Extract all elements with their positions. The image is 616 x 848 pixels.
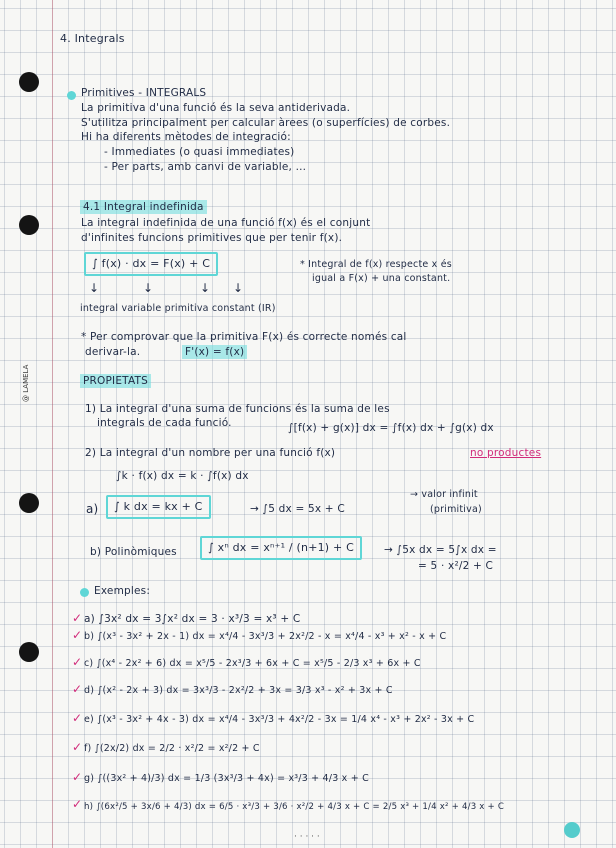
section-heading: 4.1 Integral indefinida [80, 200, 207, 214]
examples-heading: Exemples: [94, 585, 151, 597]
checkmark-icon: ✓ [72, 770, 83, 784]
formula-note-2: igual a F(x) + una constant. [312, 273, 451, 284]
brand-logo-icon [564, 822, 580, 838]
properties-heading: PROPIETATS [80, 374, 151, 388]
definition-line-1: La integral indefinida de una funció f(x) és el conjunt [81, 217, 371, 229]
checkmark-icon: ✓ [72, 628, 83, 642]
property-1-line-2: integrals de cada funció. [97, 417, 232, 429]
formula-note-1: * Integral de f(x) respecte x és [300, 259, 452, 270]
example-item: a) ∫3x² dx = 3∫x² dx = 3 · x³/3 = x³ + C [84, 613, 301, 625]
down-arrow-icon: ↓ [89, 281, 100, 295]
property-2-line: 2) La integral d'un nombre per una funció f(x) [85, 447, 336, 459]
page-title: 4. Integrals [60, 32, 125, 45]
example-item: h) ∫(6x²/5 + 3x/6 + 4/3) dx = 6/5 · x³/3 + 3/6 · x²/2 + 4/3 x + C = 2/5 x³ + 1/4 x² + 4/3 x + C [84, 802, 505, 812]
constant-note-1: → valor infinit [410, 489, 478, 500]
check-line-1: * Per comprovar que la primitiva F(x) és correcte només cal [81, 331, 407, 343]
intro-line-1: La primitiva d'una funció és la seva antiderivada. [81, 102, 351, 114]
checkmark-icon: ✓ [72, 611, 83, 625]
checkmark-icon: ✓ [72, 655, 83, 669]
down-arrow-icon: ↓ [200, 281, 211, 295]
sum-rule-formula: ∫[f(x) + g(x)] dx = ∫f(x) dx + ∫g(x) dx [288, 422, 494, 434]
cyan-bullet-icon [80, 588, 89, 597]
checkmark-icon: ✓ [72, 711, 83, 725]
formula-part-labels: integral variable primitiva constant (IR) [80, 303, 276, 314]
intro-bullet-2: - Per parts, amb canvi de variable, ... [104, 161, 307, 173]
intro-line-3: Hi ha diferents mètodes de integració: [81, 131, 291, 143]
example-item: g) ∫((3x² + 4)/3) dx = 1/3 (3x³/3 + 4x) = x³/3 + 4/3 x + C [84, 773, 369, 784]
binder-hole [19, 642, 39, 662]
example-item: e) ∫(x³ - 3x² + 4x - 3) dx = x⁴/4 - 3x³/3 + 4x²/2 - 3x = 1/4 x⁴ - x³ + 2x² - 3x + C [84, 714, 475, 725]
property-1-line-1: 1) La integral d'una suma de funcions és la suma de les [85, 403, 390, 415]
binder-hole [19, 493, 39, 513]
binder-hole [19, 72, 39, 92]
cyan-bullet-icon [67, 91, 76, 100]
power-rule-example-2: = 5 · x²/2 + C [418, 560, 494, 572]
indefinite-integral-formula: ∫ f(x) · dx = F(x) + C [84, 252, 218, 276]
checkmark-icon: ✓ [72, 797, 83, 811]
no-products-note: no productes [470, 447, 542, 459]
constant-rule-formula: ∫k · f(x) dx = k · ∫f(x) dx [116, 470, 249, 482]
intro-heading: Primitives - INTEGRALS [81, 87, 207, 99]
example-item: b) ∫(x³ - 3x² + 2x - 1) dx = x⁴/4 - 3x³/3 + 2x²/2 - x = x⁴/4 - x³ + x² - x + C [84, 631, 447, 642]
margin-line [52, 0, 53, 848]
constant-integral-formula: ∫ k dx = kx + C [106, 495, 211, 519]
example-item: d) ∫(x² - 2x + 3) dx = 3x³/3 - 2x²/2 + 3x = 3/3 x³ - x² + 3x + C [84, 685, 393, 696]
power-rule-formula: ∫ xⁿ dx = xⁿ⁺¹ / (n+1) + C [200, 536, 362, 560]
rule-b-label: b) Polinòmiques [90, 546, 177, 558]
example-item: f) ∫(2x/2) dx = 2/2 · x²/2 = x²/2 + C [84, 743, 260, 754]
example-item: c) ∫(x⁴ - 2x² + 6) dx = x⁵/5 - 2x³/3 + 6x + C = x⁵/5 - 2/3 x³ + 6x + C [84, 658, 421, 669]
brand-mark: @ LAMELA [22, 364, 30, 402]
check-line-2: derivar-la. [85, 346, 141, 358]
binder-hole [19, 215, 39, 235]
down-arrow-icon: ↓ [143, 281, 154, 295]
down-arrow-icon: ↓ [233, 281, 244, 295]
intro-line-2: S'utilitza principalment per calcular àrees (o superfícies) de corbes. [81, 117, 451, 129]
rule-a-label: a) [86, 502, 99, 516]
constant-example: → ∫5 dx = 5x + C [250, 503, 345, 515]
derivative-check-formula: F'(x) = f(x) [182, 345, 247, 359]
constant-note-2: (primitiva) [430, 504, 482, 515]
page-dots: · · · · · [294, 832, 320, 842]
checkmark-icon: ✓ [72, 740, 83, 754]
checkmark-icon: ✓ [72, 682, 83, 696]
definition-line-2: d'infinites funcions primitives que per tenir f(x). [81, 232, 343, 244]
intro-bullet-1: - Immediates (o quasi immediates) [104, 146, 295, 158]
power-rule-example-1: → ∫5x dx = 5∫x dx = [384, 544, 497, 556]
